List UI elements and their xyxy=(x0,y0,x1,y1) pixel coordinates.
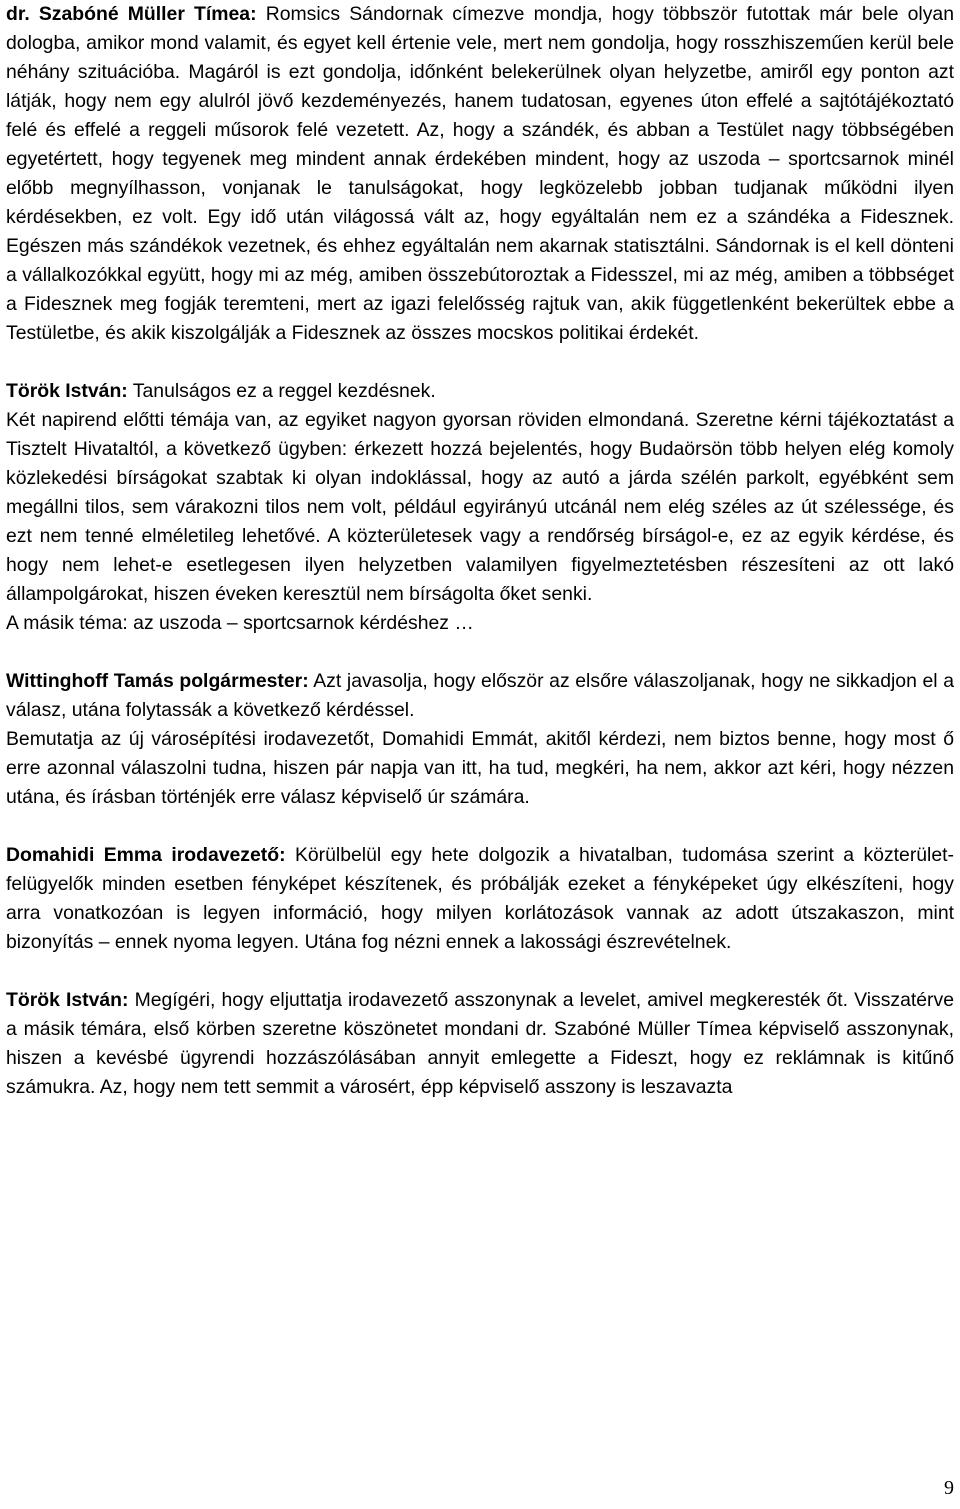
paragraph-domahidi-1 xyxy=(6,841,954,957)
paragraph-text: Azt javasolja, hogy először az elsőre válaszoljanak, hogy ne sikkadjon el a válasz, utána folytassák a következő kérdéssel. xyxy=(6,670,954,721)
paragraph-gap xyxy=(6,957,954,986)
paragraph-text: Tanulságos ez a reggel kezdésnek. xyxy=(127,380,436,402)
paragraph-torok-4 xyxy=(6,986,954,1102)
paragraph-torok-2 xyxy=(6,406,954,609)
paragraph-text: A másik téma: az uszoda – sportcsarnok kérdéshez … xyxy=(6,612,474,634)
paragraph-gap xyxy=(6,348,954,377)
paragraph-text: Körülbelül egy hete dolgozik a hivatalban, tudomása szerint a közterület-felügyelők minden esetben fényképet készítenek, és próbálják ezeket a fényképeket úgy elkészíteni, hogy arra vonatkozóan is legyen információ, hogy milyen korlátozások vannak az adott útszakaszon, mint bizonyítás – ennek nyoma legyen. Utána fog nézni ennek a lakossági észrevételnek. xyxy=(6,844,954,953)
speaker-name: Török István: xyxy=(6,989,129,1011)
document-page xyxy=(6,0,954,1102)
paragraph-text: Bemutatja az új városépítési irodavezetőt, Domahidi Emmát, akitől kérdezi, nem biztos benne, hogy most ő erre azonnal válaszolni tudna, hiszen pár napja van itt, ha tud, megkéri, ha nem, akkor azt kéri, hogy nézzen utána, és írásban történjék erre válasz képviselő úr számára. xyxy=(6,728,954,808)
paragraph-text: Megígéri, hogy eljuttatja irodavezető asszonynak a levelet, amivel megkeresték őt. Visszatérve a másik témára, első körben szeretne köszönetet mondani dr. Szabóné Müller Tímea képviselő asszonynak, hiszen a kevésbé ügyrendi hozzászólásában annyit emlegette a Fideszt, hogy ez reklámnak is kitűnő számukra. Az, hogy nem tett semmit a városért, épp képviselő asszony is leszavazta xyxy=(6,989,954,1098)
paragraph-text: Romsics Sándornak címezve mondja, hogy többször futottak már bele olyan dologba, amikor mond valamit, és egyet kell értenie vele, mert nem gondolja, hogy rosszhiszeműen kerül bele néhány szituációba. Magáról is ezt gondolja, időnként belekerülnek olyan helyzetbe, amiről egy ponton azt látják, hogy nem egy alulról jövő kezdeményezés, hanem tudatosan, egyenes úton effelé a sajtótájékoztató felé és effelé a reggeli műsorok felé vezetett. Az, hogy a szándék, és abban a Testület nagy többségében egyetértett, hogy tegyenek meg mindent annak érdekében mindent, hogy az uszoda – sportcsarnok minél előbb megnyílhasson, vonjanak le tanulságokat, hogy legközelebb jobban tudjanak működni ilyen kérdésekben, ez volt. Egy idő után világossá vált az, hogy egyáltalán nem ez a szándéka a Fidesznek. Egészen más szándékok vezetnek, és ehhez egyáltalán nem akarnak statisztálni. Sándornak is el kell dönteni a vállalkozókkal együtt, hogy mi az még, amiben összebútoroztak a Fidesszel, mi az még, amiben a többséget a Fidesznek meg fogják teremteni, mert az igazi felelősség rajtuk van, akik függetlenként bekerültek ebbe a Testületbe, és akik kiszolgálják a Fidesznek az összes mocskos politikai érdekét. xyxy=(6,3,955,344)
paragraph-text: Két napirend előtti témája van, az egyiket nagyon gyorsan röviden elmondaná. Szeretne kérni tájékoztatást a Tisztelt Hivataltól, a következő ügyben: érkezett hozzá bejelentés, hogy Budaörsön több helyen elég komoly közlekedési bírságokat szabtak ki olyan indoklással, hogy az autó a járda szélén parkolt, egyébként sem megállni tilos, sem várakozni tilos nem volt, például egyirányú utcánál nem elég széles az út szélessége, és ezt nem tenné elméletileg lehetővé. A közterületesek vagy a rendőrség bírságol-e, ez az egyik kérdése, és hogy nem lehet-e esetlegesen ilyen helyzetben valamilyen figyelmeztetésben részesíteni az ott lakó állampolgárokat, hiszen éveken keresztül nem bírságolta őket senki. xyxy=(6,409,954,605)
paragraph-torok-1 xyxy=(6,377,954,406)
paragraph-torok-3 xyxy=(6,609,954,638)
paragraph-gap xyxy=(6,638,954,667)
paragraph-wittinghoff-2 xyxy=(6,725,954,812)
paragraph-gap xyxy=(6,812,954,841)
speaker-name: dr. Szabóné Müller Tímea: xyxy=(6,3,257,25)
speaker-name: Török István: xyxy=(6,380,128,402)
page-number: 9 xyxy=(944,1477,954,1499)
speaker-name: Wittinghoff Tamás polgármester: xyxy=(6,670,309,692)
paragraph-wittinghoff-1 xyxy=(6,667,954,725)
speaker-name: Domahidi Emma irodavezető: xyxy=(6,844,286,866)
paragraph-szabone-1 xyxy=(6,0,954,348)
